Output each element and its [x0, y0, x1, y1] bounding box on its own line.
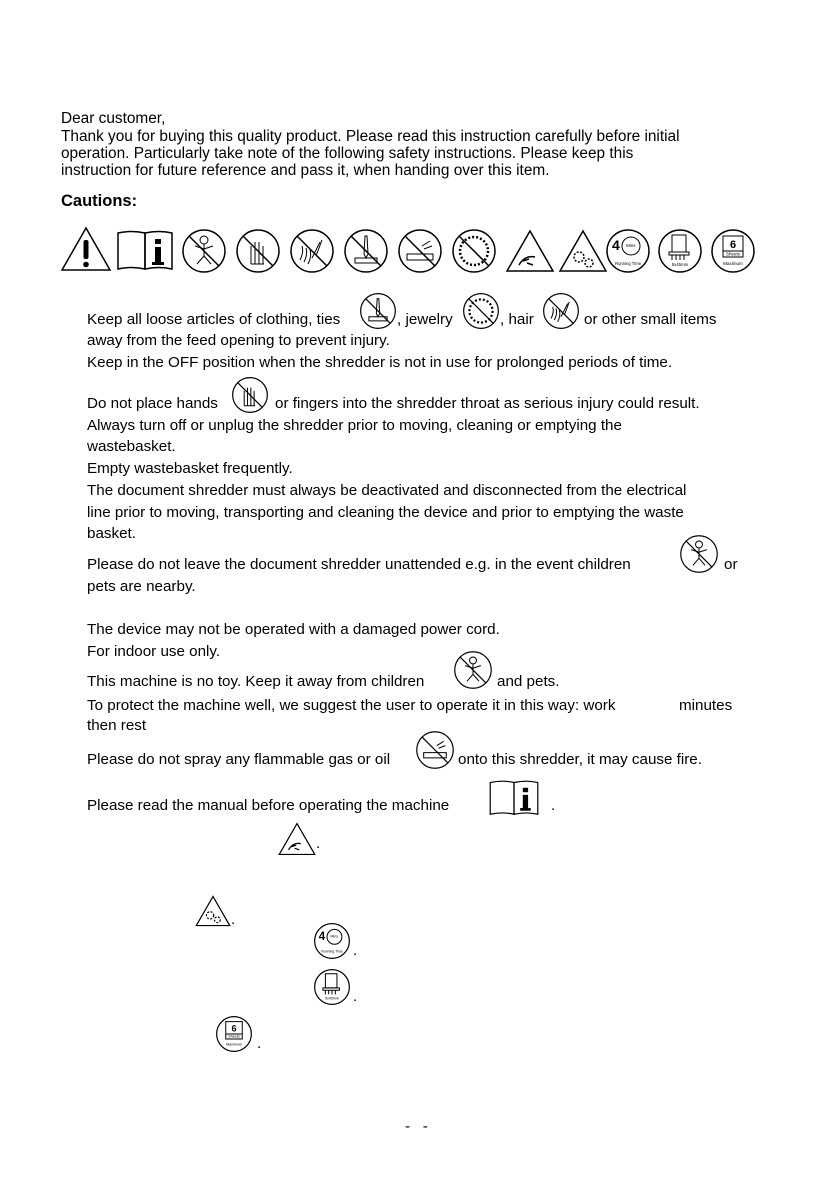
gear-warning-icon-2 — [194, 895, 232, 927]
p4-text-a: Always turn off or unplug the shredder prior to moving, cleaning or emptying the — [87, 417, 622, 434]
p11-text-b: minutes — [679, 697, 733, 714]
manual-icon — [116, 229, 174, 271]
ties-icon — [358, 292, 398, 330]
max-sheets-maximum-2: Maximum — [225, 1042, 243, 1047]
p1-text-c: , hair — [500, 311, 534, 328]
manual-icon-2 — [488, 779, 540, 816]
dot-4: . — [353, 988, 358, 1005]
max-sheets-number-2: 6 — [231, 1023, 237, 1034]
hand-injury-warning-icon — [505, 229, 555, 273]
p5-text: Empty wastebasket frequently. — [87, 460, 293, 477]
p11-text-a: To protect the machine well, we suggest the user to operate it in this way: work — [87, 697, 616, 714]
running-time-unit: Mins — [626, 243, 636, 248]
p1-text-e: away from the feed opening to prevent injury. — [87, 332, 390, 349]
page-number: - - — [405, 1118, 428, 1135]
cut-size-icon — [656, 228, 704, 274]
cut-size-label: 5x45mm — [671, 262, 689, 267]
hands-icon — [230, 376, 270, 414]
max-sheets-word-2: Sheets — [228, 1034, 240, 1039]
cut-size-label-2: 5x45mm — [325, 996, 339, 1001]
p1-text-a: Keep all loose articles of clothing, ties — [87, 311, 341, 328]
max-sheets-icon — [709, 228, 757, 274]
warning-icon — [60, 226, 112, 272]
dot-1: . — [316, 835, 321, 852]
p4-text-b: wastebasket. — [87, 438, 176, 455]
p9-text: For indoor use only. — [87, 643, 221, 660]
running-time-icon — [604, 228, 652, 274]
intro-line-3: instruction for future reference and pass it, when handing over this item. — [61, 162, 550, 179]
p11-text-c: then rest — [87, 717, 147, 734]
max-sheets-icon-2 — [214, 1015, 254, 1053]
p13-text-a: Please read the manual before operating the machine — [87, 797, 450, 814]
dot-5: . — [257, 1035, 262, 1052]
hand-injury-warning-icon-2 — [277, 822, 317, 856]
no-hair-icon — [288, 228, 336, 274]
p7-text-b: or — [724, 556, 738, 573]
intro-line-1: Thank you for buying this quality product. Please read this instruction carefully before initial — [61, 128, 680, 145]
dot-2: . — [231, 911, 236, 928]
no-hands-icon — [234, 228, 282, 274]
max-sheets-word: Sheets — [725, 251, 741, 257]
cut-size-icon-2 — [312, 968, 352, 1006]
p1-text-b: , jewelry — [397, 311, 453, 328]
p10-text-a: This machine is no toy. Keep it away from children — [87, 673, 425, 690]
p6-text-b: line prior to moving, transporting and cleaning the device and prior to emptying the waste — [87, 504, 684, 521]
jewelry-icon — [461, 292, 501, 330]
p6-text-a: The document shredder must always be deactivated and disconnected from the electrical — [87, 482, 687, 499]
no-children-icon — [180, 228, 228, 274]
p7-text-a: Please do not leave the document shredder unattended e.g. in the event children — [87, 556, 631, 573]
running-time-number-2: 4 — [318, 931, 326, 944]
dot-3: . — [353, 942, 358, 959]
p12-text-b: onto this shredder, it may cause fire. — [458, 751, 702, 768]
no-jewelry-icon — [450, 228, 498, 274]
p6-text-c: basket. — [87, 525, 136, 542]
p1-text-d: or other small items — [584, 311, 717, 328]
no-spray-icon — [396, 228, 444, 274]
running-time-number: 4 — [612, 237, 620, 253]
running-time-unit-2: Mins — [330, 934, 339, 939]
gear-warning-icon — [558, 229, 608, 273]
intro-line-2: operation. Particularly take note of the following safety instructions. Please keep this — [61, 145, 634, 162]
p3-text-b: or fingers into the shredder throat as serious injury could result. — [275, 395, 700, 412]
p10-text-b: and pets. — [497, 673, 560, 690]
max-sheets-maximum: Maximum — [723, 261, 743, 266]
cautions-heading: Cautions: — [61, 192, 138, 210]
running-time-label: Running Time — [615, 261, 641, 266]
max-sheets-number: 6 — [729, 239, 737, 251]
running-time-label-2: Running Time — [321, 949, 343, 954]
p8-text: The device may not be operated with a damaged power cord. — [87, 621, 500, 638]
p2-text: Keep in the OFF position when the shredder is not in use for prolonged periods of time. — [87, 354, 673, 371]
children-icon-2 — [452, 650, 494, 690]
spray-icon — [414, 730, 456, 770]
children-icon — [678, 534, 720, 574]
p7-text-c: pets are nearby. — [87, 578, 196, 595]
greeting: Dear customer, — [61, 110, 166, 127]
no-ties-icon — [342, 228, 390, 274]
p12-text-a: Please do not spray any flammable gas or oil — [87, 751, 391, 768]
p13-text-b: . — [551, 797, 556, 814]
p3-text-a: Do not place hands — [87, 395, 218, 412]
hair-icon — [541, 292, 581, 330]
running-time-icon-2 — [312, 922, 352, 960]
